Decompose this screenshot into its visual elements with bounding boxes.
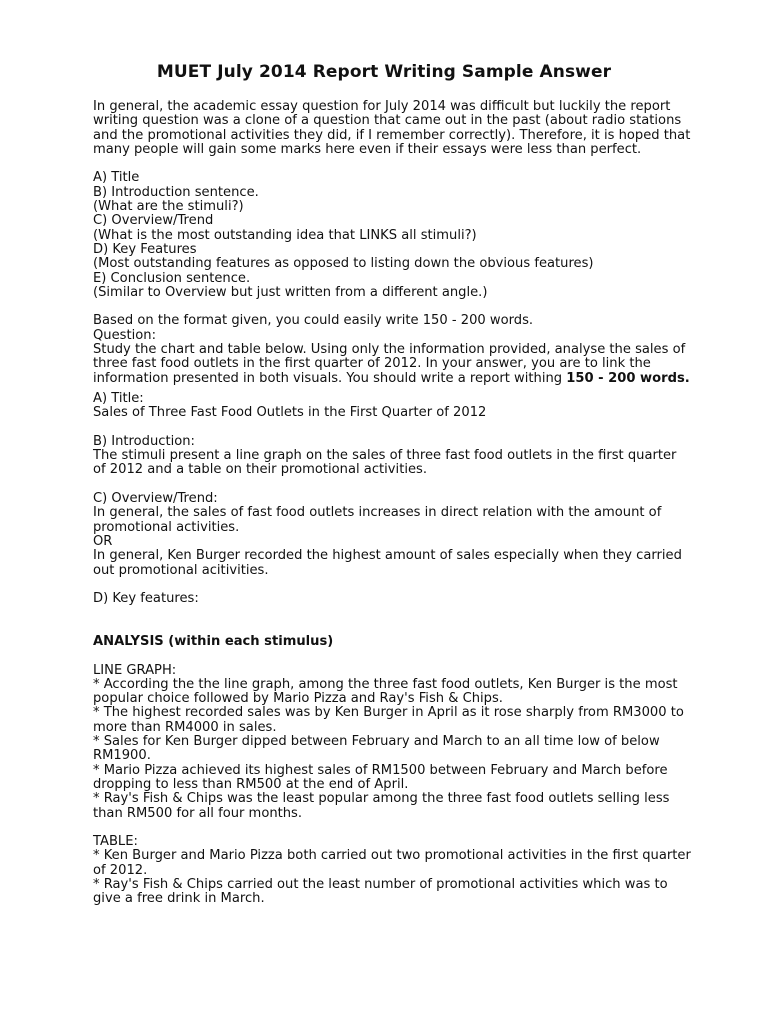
list-item: * Ray's Fish & Chips carried out the least number of promotional activities which was to give a free drink in March. [93,877,668,907]
list-item: * Ken Burger and Mario Pizza both carried out two promotional activities in the first quarter of 2012. [93,848,691,878]
answer-overview-1: In general, the sales of fast food outlets increases in direct relation with the amount of promotional activities. [93,505,662,535]
answer-title-label: A) Title: [93,390,144,406]
answer-overview-label: C) Overview/Trend: [93,491,218,507]
format-item: E) Conclusion sentence. [93,270,251,286]
answer-intro-text: The stimuli present a line graph on the sales of three fast food outlets in the first quarter of 2012 and a table on their promotional activities. [93,448,677,478]
list-item: * Sales for Ken Burger dipped between February and March to an all time low of below RM1900. [93,734,660,764]
answer-overview-2: In general, Ken Burger recorded the highest amount of sales especially when they carried out promotional acitivities. [93,548,682,578]
list-item: * The highest recorded sales was by Ken Burger in April as it rose sharply from RM3000 to more than RM4000 in sales. [93,705,684,735]
format-item: (Similar to Overview but just written from a different angle.) [93,284,488,300]
intro-paragraph: In general, the academic essay question for July 2014 was difficult but luckily the report writing question was a clone of a question that came out in the past (about radio stations and the promotional activities they did, if I remember correctly). Therefore, it is hoped that many people will gain some marks here even if their essays were less than perfect. [93,99,691,157]
line-graph-points [93,678,693,821]
table-label: TABLE: [93,834,138,850]
format-item: (Most outstanding features as opposed to listing down the obvious features) [93,256,594,272]
answer-title-text: Sales of Three Fast Food Outlets in the First Quarter of 2012 [93,405,487,421]
format-list [93,171,693,300]
table-points [93,849,693,906]
line-graph-label: LINE GRAPH: [93,662,177,678]
question-label: Question: [93,327,156,343]
list-item: * Mario Pizza achieved its highest sales of RM1500 between February and March before dropping to less than RM500 at the end of April. [93,762,668,792]
format-item: B) Introduction sentence. [93,184,259,200]
format-item: (What is the most outstanding idea that LINKS all stimuli?) [93,227,477,243]
format-item: A) Title [93,170,140,186]
question-word-count: 150 - 200 words. [566,370,690,386]
answer-intro-label: B) Introduction: [93,433,195,449]
list-item: * According the the line graph, among the three fast food outlets, Ken Burger is the most popular choice followed by Mario Pizza and Ray's Fish & Chips. [93,676,678,707]
format-item: C) Overview/Trend [93,213,214,229]
question-text [93,343,693,386]
format-item: (What are the stimuli?) [93,199,244,215]
answer-or: OR [93,533,113,549]
format-item: D) Key Features [93,241,197,257]
question-body: Study the chart and table below. Using only the information provided, analyse the sales of three fast food outlets in the first quarter of 2012. In your answer, you are to link the information presented in both visuals. You should write a report withing [93,342,686,386]
analysis-heading: ANALYSIS (within each stimulus) [93,633,334,649]
document-title: MUET July 2014 Report Writing Sample Answer [156,62,612,82]
document-body [93,100,693,907]
answer-key-features-label: D) Key features: [93,591,199,607]
list-item: * Ray's Fish & Chips was the least popular among the three fast food outlets selling less than RM500 for all four months. [93,791,670,821]
format-note: Based on the format given, you could easily write 150 - 200 words. [93,313,534,329]
